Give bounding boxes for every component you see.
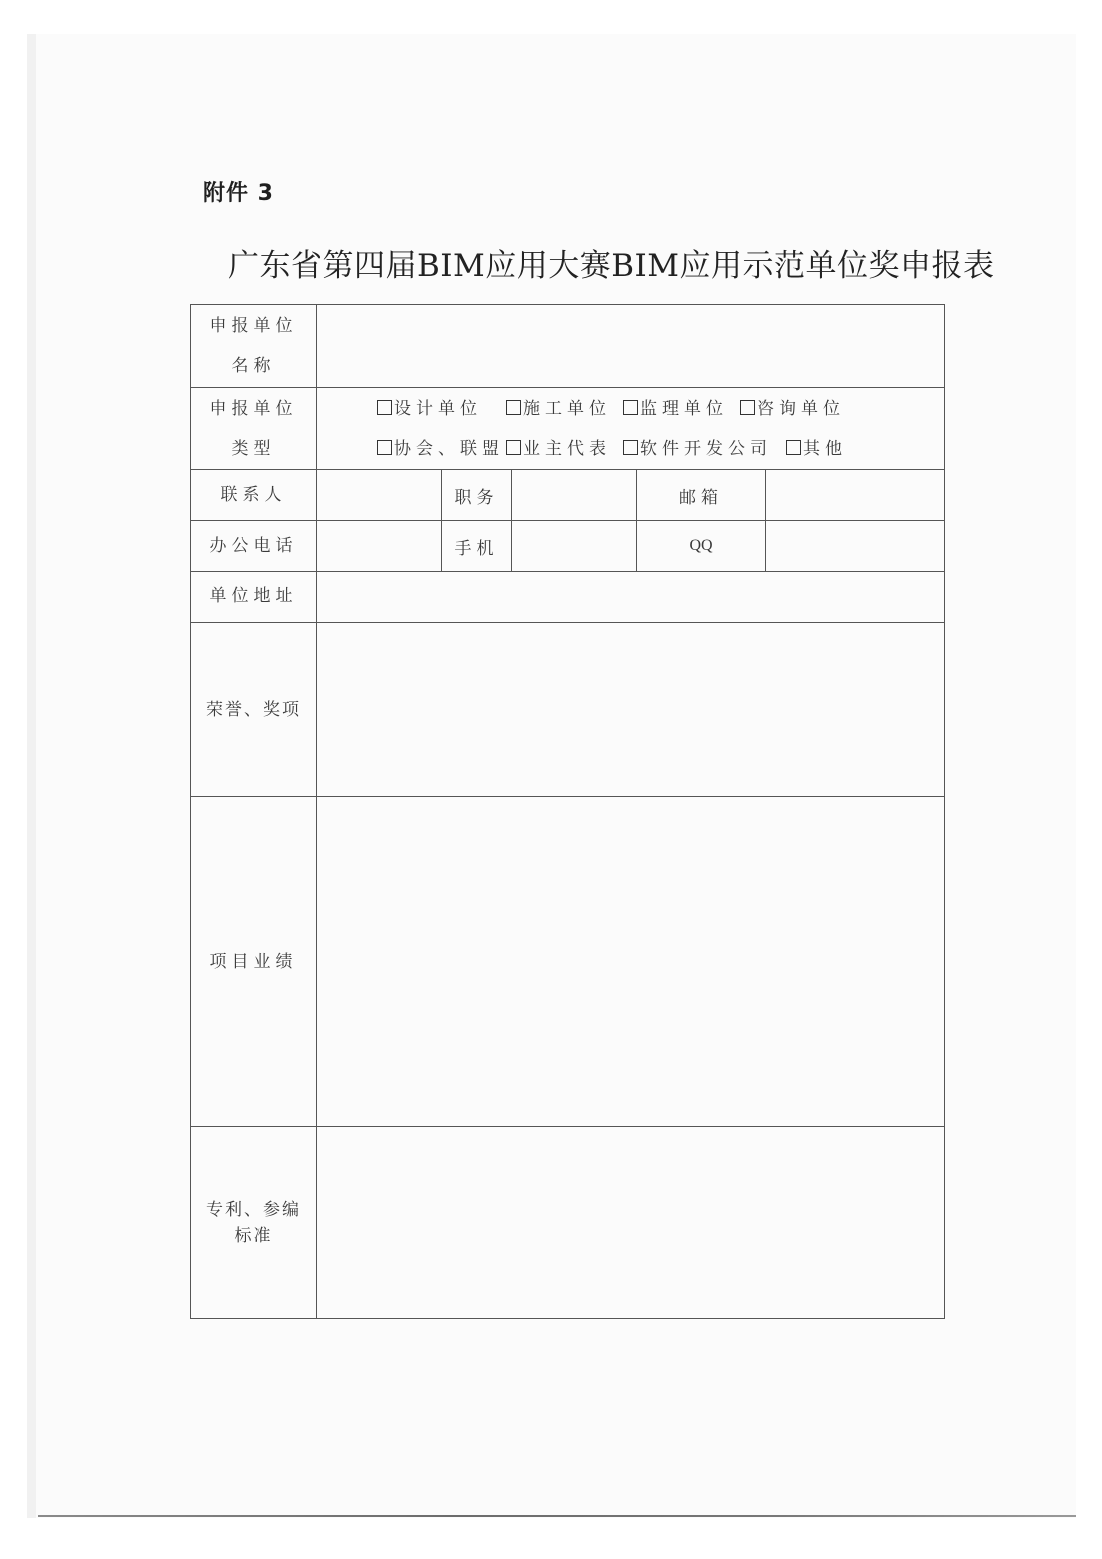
patents-label-line2: 标准 xyxy=(234,1225,273,1246)
position-field[interactable] xyxy=(512,470,637,521)
option-design-unit[interactable]: 设计单位 xyxy=(377,389,482,429)
attachment-label: 附件 3 xyxy=(203,181,274,206)
address-label: 单位地址 xyxy=(191,572,317,623)
row-projects xyxy=(191,797,945,1127)
checkbox-icon[interactable] xyxy=(506,400,521,415)
office-phone-label: 办公电话 xyxy=(191,521,317,572)
honors-field[interactable] xyxy=(317,623,945,797)
unit-name-label xyxy=(191,305,317,388)
qq-field[interactable] xyxy=(766,521,945,572)
row-honors xyxy=(191,623,945,797)
option-construction-unit[interactable]: 施工单位 xyxy=(506,389,611,429)
document-title: 广东省第四届BIM应用大赛BIM应用示范单位奖申报表 xyxy=(228,248,995,284)
projects-field[interactable] xyxy=(317,797,945,1127)
honors-label: 荣誉、奖项 xyxy=(191,623,317,797)
patents-label-line1: 专利、参编 xyxy=(206,1199,301,1220)
row-phone xyxy=(191,521,945,572)
unit-type-label-line2: 类型 xyxy=(231,438,276,459)
contact-field[interactable] xyxy=(317,470,442,521)
option-supervision-unit[interactable]: 监理单位 xyxy=(623,389,728,429)
checkbox-icon[interactable] xyxy=(623,440,638,455)
office-phone-field[interactable] xyxy=(317,521,442,572)
option-software-company[interactable]: 软件开发公司 xyxy=(623,429,772,469)
option-owner-representative[interactable]: 业主代表 xyxy=(506,429,611,469)
unit-type-options-row1 xyxy=(377,389,944,429)
row-patents xyxy=(191,1127,945,1319)
checkbox-icon[interactable] xyxy=(506,440,521,455)
email-label: 邮箱 xyxy=(637,470,766,521)
mobile-label: 手机 xyxy=(442,521,512,572)
email-field[interactable] xyxy=(766,470,945,521)
row-unit-name xyxy=(191,305,945,388)
row-address xyxy=(191,572,945,623)
patents-field[interactable] xyxy=(317,1127,945,1319)
checkbox-icon[interactable] xyxy=(740,400,755,415)
mobile-field[interactable] xyxy=(512,521,637,572)
unit-type-options xyxy=(317,388,945,470)
contact-label: 联系人 xyxy=(191,470,317,521)
page-edge-shadow xyxy=(38,1515,1076,1517)
checkbox-icon[interactable] xyxy=(623,400,638,415)
unit-type-options-row2 xyxy=(377,429,944,469)
qq-label: QQ xyxy=(637,521,766,572)
unit-name-field[interactable] xyxy=(317,305,945,388)
address-field[interactable] xyxy=(317,572,945,623)
unit-name-label-line2: 名称 xyxy=(231,356,276,376)
row-contact xyxy=(191,470,945,521)
option-other[interactable]: 其他 xyxy=(786,429,847,469)
application-form-table xyxy=(190,304,945,1319)
checkbox-icon[interactable] xyxy=(377,440,392,455)
unit-name-label-line1: 申报单位 xyxy=(209,316,298,336)
unit-type-label-line1: 申报单位 xyxy=(209,398,298,419)
option-consulting-unit[interactable]: 咨询单位 xyxy=(740,389,845,429)
row-unit-type xyxy=(191,388,945,470)
unit-type-label xyxy=(191,388,317,470)
checkbox-icon[interactable] xyxy=(786,440,801,455)
option-association[interactable]: 协会、联盟 xyxy=(377,429,504,469)
projects-label: 项目业绩 xyxy=(191,797,317,1127)
position-label: 职务 xyxy=(442,470,512,521)
patents-label xyxy=(191,1127,317,1319)
checkbox-icon[interactable] xyxy=(377,400,392,415)
